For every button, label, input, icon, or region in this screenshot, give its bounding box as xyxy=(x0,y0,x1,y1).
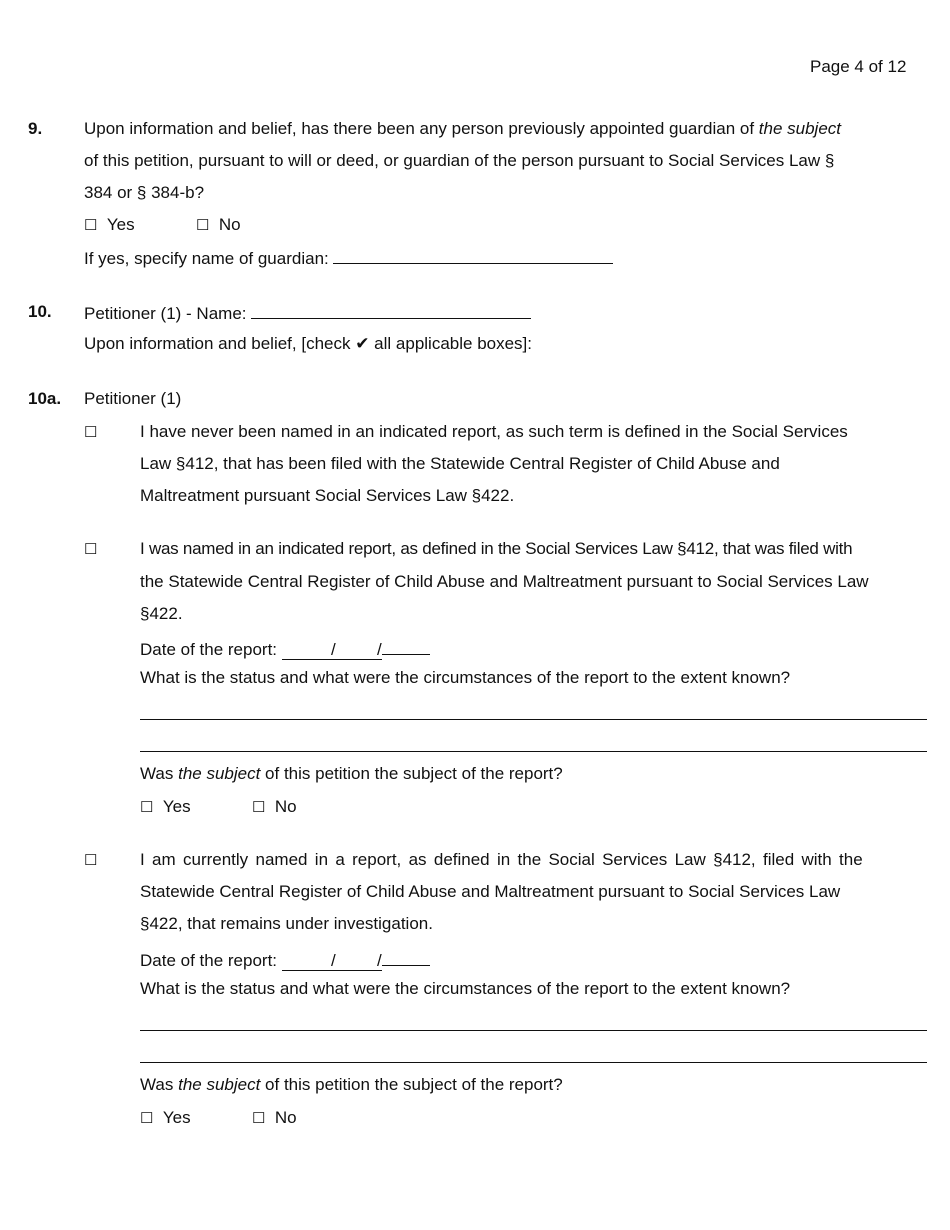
option2-status-question: What is the status and what were the circumstances of the report to the extent known? xyxy=(140,668,791,687)
option2-checkbox[interactable] xyxy=(84,539,97,560)
q9-number: 9. xyxy=(28,119,43,138)
page-number: Page 4 of 12 xyxy=(810,57,907,76)
option3-line-2: Statewide Central Register of Child Abuse and Maltreatment pursuant to Social Services Law xyxy=(140,882,841,901)
option3-subject-question: Was the subject of this petition the subject of the report? xyxy=(140,1075,563,1094)
checkbox-icon[interactable]: ☐ xyxy=(84,424,98,441)
q9-yes-label: Yes xyxy=(106,215,135,234)
option2-date-day[interactable]: / xyxy=(336,641,382,660)
option3-answer-line-2[interactable] xyxy=(140,1062,927,1063)
option3-date-label: Date of the report: xyxy=(140,951,278,970)
option3-checkbox[interactable] xyxy=(84,850,97,871)
option2-answer-line-2[interactable] xyxy=(140,751,927,752)
option2-date-row xyxy=(140,636,430,660)
checkbox-icon[interactable]: ☐ xyxy=(252,1110,266,1127)
q9-guardian-label: If yes, specify name of guardian: xyxy=(84,249,329,268)
option2-date-label: Date of the report: xyxy=(140,640,278,659)
option3-status-question: What is the status and what were the circumstances of the report to the extent known? xyxy=(140,979,791,998)
option1-line-3: Maltreatment pursuant Social Services Law §422. xyxy=(140,486,515,505)
option3-date-day[interactable]: / xyxy=(336,952,382,971)
q9-no-label: No xyxy=(218,215,241,234)
option3-no-option[interactable] xyxy=(252,1108,297,1129)
q9-line-1: Upon information and belief, has there been any person previously appointed guardian of the subject xyxy=(84,119,842,138)
option1-line-1: I have never been named in an indicated report, as such term is defined in the Social Services xyxy=(140,422,848,441)
checkbox-icon[interactable]: ☐ xyxy=(252,799,266,816)
checkbox-icon[interactable]: ☐ xyxy=(140,1110,154,1127)
q9-yes-option[interactable] xyxy=(84,215,135,236)
option2-line-3: §422. xyxy=(140,604,183,623)
checkbox-icon[interactable]: ☐ xyxy=(84,541,98,558)
option3-date-month[interactable]: / xyxy=(282,952,336,971)
checkbox-icon[interactable]: ☐ xyxy=(84,852,98,869)
q10a-title: Petitioner (1) xyxy=(84,389,182,408)
option1-line-2: Law §412, that has been filed with the Statewide Central Register of Child Abuse and xyxy=(140,454,780,473)
guardian-name-field[interactable] xyxy=(333,247,613,264)
option3-yes-option[interactable] xyxy=(140,1108,191,1129)
option3-date-row xyxy=(140,947,430,971)
option2-no-option[interactable] xyxy=(252,797,297,818)
option2-subject-question: Was the subject of this petition the subject of the report? xyxy=(140,764,563,783)
option3-yes-label: Yes xyxy=(162,1108,191,1127)
q9-guardian-row xyxy=(84,247,613,269)
q10-name-row xyxy=(84,302,531,324)
option2-line-1: I was named in an indicated report, as defined in the Social Services Law §412, that was filed with xyxy=(140,539,853,558)
option2-line-2: the Statewide Central Register of Child Abuse and Maltreatment pursuant to Social Services Law xyxy=(140,572,869,591)
q10-instruction: Upon information and belief, [check ✔ all applicable boxes]: xyxy=(84,334,533,353)
q10-name-label: Petitioner (1) - Name: xyxy=(84,304,247,323)
option2-yes-option[interactable] xyxy=(140,797,191,818)
q10a-number: 10a. xyxy=(28,389,62,408)
checkbox-icon[interactable]: ☐ xyxy=(140,799,154,816)
q9-line-3: 384 or § 384-b? xyxy=(84,183,205,202)
checkbox-icon[interactable]: ☐ xyxy=(84,217,98,234)
option3-answer-line-1[interactable] xyxy=(140,1030,927,1031)
option3-line-3: §422, that remains under investigation. xyxy=(140,914,433,933)
option2-answer-line-1[interactable] xyxy=(140,719,927,720)
q10-number: 10. xyxy=(28,302,52,321)
option3-date-year[interactable] xyxy=(382,947,430,966)
option3-no-label: No xyxy=(274,1108,297,1127)
option2-no-label: No xyxy=(274,797,297,816)
option2-yes-label: Yes xyxy=(162,797,191,816)
petitioner-name-field[interactable] xyxy=(251,302,531,319)
option2-date-year[interactable] xyxy=(382,636,430,655)
q9-line-2: of this petition, pursuant to will or deed, or guardian of the person pursuant to Social Services Law § xyxy=(84,151,835,170)
option1-checkbox[interactable] xyxy=(84,422,97,443)
option3-line-1: I am currently named in a report, as defined in the Social Services Law §412, filed with the xyxy=(140,850,863,869)
checkbox-icon[interactable]: ☐ xyxy=(196,217,210,234)
q9-no-option[interactable] xyxy=(196,215,241,236)
option2-date-month[interactable]: / xyxy=(282,641,336,660)
